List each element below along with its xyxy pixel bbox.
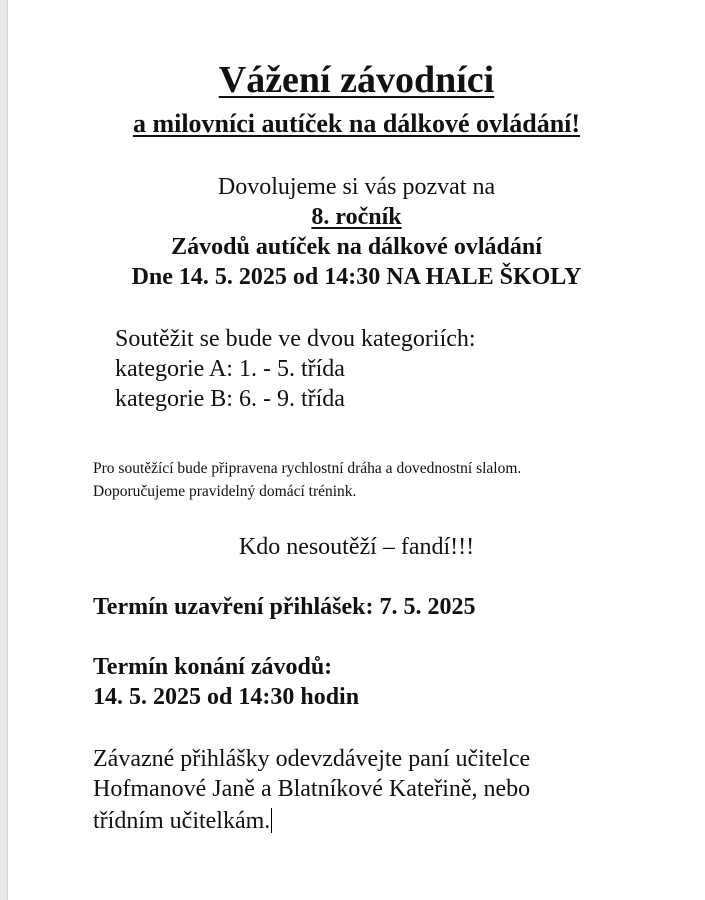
- window-left-edge: [0, 0, 8, 900]
- category-b-item: kategorie B: 6. - 9. třída: [115, 386, 345, 412]
- race-name-text: Závodů autíček na dálkové ovládání: [171, 234, 542, 260]
- race-date-place-text: Dne 14. 5. 2025 od 14:30 NA HALE ŠKOLY: [131, 264, 582, 290]
- note-line-track: Pro soutěžící bude připravena rychlostní dráha a dovednostní slalom.: [93, 460, 522, 477]
- categories-intro: Soutěžit se bude ve dvou kategoriích:: [115, 326, 476, 352]
- note-line-training: Doporučujeme pravidelný domácí trénink.: [93, 483, 357, 500]
- race-term-date: 14. 5. 2025 od 14:30 hodin: [93, 684, 360, 710]
- cheer-text: Kdo nesoutěží – fandí!!!: [238, 534, 475, 560]
- text-cursor: [271, 808, 272, 833]
- edition-text: 8. ročník: [311, 204, 402, 230]
- document-page[interactable]: [8, 0, 705, 900]
- submission-line-1: Závazné přihlášky odevzdávejte paní učitelce: [93, 746, 531, 772]
- document-subtitle: a milovníci autíček na dálkové ovládání!: [132, 109, 581, 138]
- submission-line-2: Hofmanové Janě a Blatníkové Kateřině, nebo: [93, 776, 531, 802]
- category-a-item: kategorie A: 1. - 5. třída: [115, 356, 345, 382]
- invitation-line: Dovolujeme si vás pozvat na: [217, 174, 496, 200]
- document-title: Vážení závodníci: [218, 59, 495, 101]
- registration-deadline: Termín uzavření přihlášek: 7. 5. 2025: [93, 594, 476, 620]
- submission-line-3-text: třídním učitelkám.: [93, 808, 271, 834]
- submission-line-3: [93, 806, 272, 836]
- race-term-label: Termín konání závodů:: [93, 654, 333, 680]
